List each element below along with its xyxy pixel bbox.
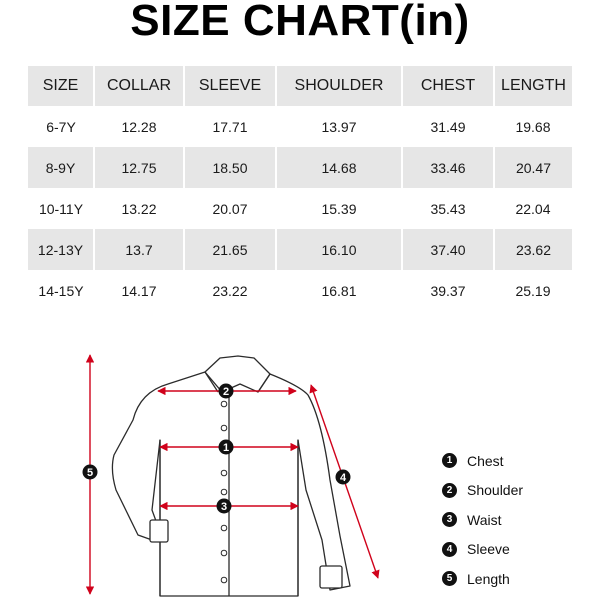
header-chest: CHEST bbox=[402, 66, 494, 106]
legend-marker: 4 bbox=[442, 542, 457, 557]
legend-item-waist bbox=[442, 505, 523, 535]
cell-collar: 14.17 bbox=[121, 282, 157, 299]
marker-number: 3 bbox=[220, 501, 228, 513]
cell-size: 12-13Y bbox=[37, 241, 84, 258]
header-length: LENGTH bbox=[494, 66, 572, 106]
cell-collar: 12.28 bbox=[121, 118, 157, 135]
cell-chest: 35.43 bbox=[430, 200, 466, 217]
marker-number: 5 bbox=[86, 467, 94, 479]
cell-sleeve: 21.65 bbox=[184, 229, 276, 270]
table-row bbox=[28, 270, 572, 311]
marker-number: 2 bbox=[222, 386, 230, 398]
cell-sleeve: 20.07 bbox=[212, 200, 248, 217]
cell-collar: 13.7 bbox=[94, 229, 184, 270]
table-row bbox=[28, 188, 572, 229]
legend-marker: 5 bbox=[442, 571, 457, 586]
cell-collar: 13.22 bbox=[121, 200, 157, 217]
table-row bbox=[28, 106, 572, 147]
legend-marker: 1 bbox=[442, 453, 457, 468]
table-row bbox=[28, 147, 572, 188]
cell-sleeve: 18.50 bbox=[184, 147, 276, 188]
marker-number: 4 bbox=[339, 472, 347, 484]
cell-size: 14-15Y bbox=[38, 282, 84, 299]
marker-number: 1 bbox=[222, 442, 230, 454]
cell-size: 8-9Y bbox=[45, 159, 76, 176]
cell-shoulder: 15.39 bbox=[321, 200, 357, 217]
cell-shoulder: 16.81 bbox=[321, 282, 357, 299]
legend-item-length bbox=[442, 564, 523, 594]
shirt-buttons bbox=[221, 401, 230, 583]
cell-sleeve: 23.22 bbox=[212, 282, 248, 299]
cell-chest: 37.40 bbox=[402, 229, 494, 270]
cell-length: 22.04 bbox=[515, 200, 551, 217]
cell-length: 23.62 bbox=[494, 229, 572, 270]
legend-marker: 2 bbox=[442, 483, 457, 498]
cell-shoulder: 16.10 bbox=[276, 229, 402, 270]
cell-shoulder: 14.68 bbox=[276, 147, 402, 188]
legend-label: Length bbox=[467, 570, 510, 587]
legend-item-sleeve bbox=[442, 535, 523, 565]
header-sleeve: SLEEVE bbox=[184, 66, 276, 106]
cell-chest: 31.49 bbox=[430, 118, 466, 135]
cell-size: 6-7Y bbox=[46, 118, 76, 135]
table-header-row bbox=[28, 66, 572, 106]
table-row bbox=[28, 229, 572, 270]
legend-label: Waist bbox=[467, 511, 502, 528]
cell-shoulder: 13.97 bbox=[321, 118, 357, 135]
header-shoulder: SHOULDER bbox=[276, 66, 402, 106]
cell-chest: 39.37 bbox=[430, 282, 466, 299]
cell-length: 20.47 bbox=[494, 147, 572, 188]
legend-marker: 3 bbox=[442, 512, 457, 527]
legend-label: Sleeve bbox=[467, 541, 510, 558]
size-chart-title: SIZE CHART(in) bbox=[130, 0, 470, 45]
cell-length: 19.68 bbox=[515, 118, 551, 135]
measurement-legend bbox=[442, 446, 523, 594]
header-size: SIZE bbox=[42, 77, 79, 94]
cell-collar: 12.75 bbox=[94, 147, 184, 188]
size-table bbox=[28, 66, 572, 311]
legend-item-shoulder bbox=[442, 476, 523, 506]
legend-label: Shoulder bbox=[467, 482, 524, 499]
cell-length: 25.19 bbox=[515, 282, 551, 299]
cell-chest: 33.46 bbox=[402, 147, 494, 188]
header-collar: COLLAR bbox=[94, 66, 184, 106]
legend-label: Chest bbox=[467, 452, 504, 469]
cell-sleeve: 17.71 bbox=[212, 118, 248, 135]
cell-size: 10-11Y bbox=[38, 200, 84, 217]
legend-item-chest bbox=[442, 446, 523, 476]
